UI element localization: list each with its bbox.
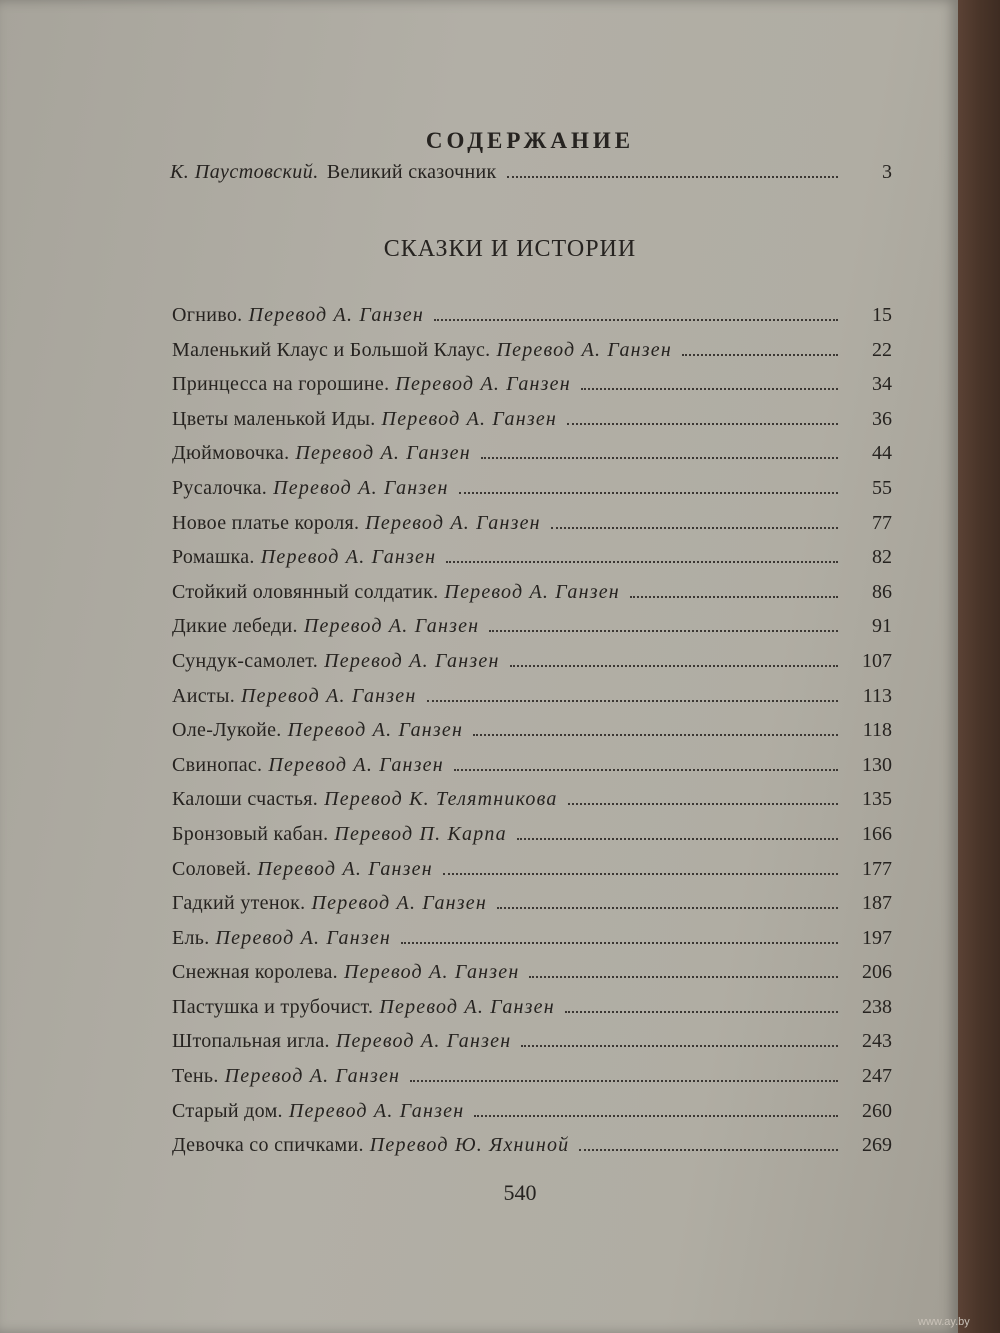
entry-translator: Перевод А. Ганзен (224, 1065, 401, 1088)
toc-entry (172, 336, 892, 371)
leader-dots (401, 924, 838, 944)
leader-dots (510, 647, 838, 667)
entry-title: Сундук-самолет. (172, 649, 319, 672)
leader-dots (521, 1027, 838, 1047)
intro-page-number: 3 (882, 161, 892, 183)
intro-author: К. Паустовский. (170, 161, 319, 183)
leader-dots (517, 820, 838, 840)
leader-dots (568, 785, 838, 805)
entry-title: Старый дом. (172, 1099, 283, 1122)
contents-heading: СОДЕРЖАНИЕ (425, 128, 635, 153)
entry-page-number: 22 (872, 338, 892, 361)
toc-entry (172, 301, 892, 336)
entry-title: Цветы маленькой Иды. (172, 407, 376, 430)
entry-translator: Перевод А. Ганзен (287, 719, 464, 742)
entry-title: Огниво. (172, 304, 243, 326)
toc-entry (172, 543, 892, 578)
toc-entry (172, 751, 892, 786)
leader-dots (459, 474, 838, 494)
toc-entry (172, 578, 892, 613)
leader-dots (682, 336, 838, 356)
leader-dots (507, 158, 838, 178)
leader-dots (410, 1062, 838, 1082)
entry-page-number: 55 (872, 476, 892, 499)
entry-translator: Перевод А. Ганзен (268, 753, 444, 776)
toc-entry (172, 509, 892, 544)
toc-entry (172, 855, 892, 890)
entry-title: Штопальная игла. (172, 1030, 330, 1053)
toc-entry (172, 958, 892, 993)
intro-title: Великий сказочник (326, 161, 497, 183)
leader-dots (581, 370, 838, 390)
entry-page-number: 247 (862, 1065, 892, 1088)
entry-translator: Перевод А. Ганзен (365, 511, 541, 534)
toc-entry (172, 924, 892, 959)
entry-title: Калоши счастья. (172, 788, 319, 811)
entry-page-number: 34 (872, 373, 892, 396)
entry-translator: Перевод А. Ганзен (248, 304, 424, 326)
entry-page-number: 44 (872, 442, 892, 465)
leader-dots (630, 578, 838, 598)
toc-entry (172, 889, 892, 924)
entry-page-number: 135 (862, 788, 892, 811)
entry-translator: Перевод А. Ганзен (311, 892, 487, 915)
entry-title: Новое платье короля. (172, 511, 360, 534)
entry-title: Девочка со спичками. (172, 1134, 364, 1157)
leader-dots (529, 958, 838, 978)
entry-page-number: 243 (862, 1030, 892, 1053)
watermark: www.ay.by (918, 1316, 970, 1328)
toc-entry (172, 820, 892, 855)
entry-title: Дюймовочка. (172, 442, 290, 465)
entry-translator: Перевод А. Ганзен (295, 442, 471, 465)
toc-entry (172, 1062, 892, 1097)
entry-page-number: 130 (862, 753, 892, 776)
entry-page-number: 91 (872, 615, 892, 638)
entry-title: Бронзовый кабан. (172, 822, 329, 845)
leader-dots (489, 612, 838, 632)
entry-page-number: 260 (862, 1099, 892, 1122)
entry-page-number: 107 (862, 649, 892, 672)
entry-translator: Перевод А. Ганзен (215, 926, 392, 949)
leader-dots (567, 405, 838, 425)
leader-dots (551, 509, 838, 529)
entry-page-number: 86 (872, 580, 892, 603)
entry-page-number: 77 (872, 511, 892, 534)
entry-title: Аисты. (172, 684, 236, 707)
section-title: СКАЗКИ И ИСТОРИИ (383, 236, 637, 262)
toc-entry (172, 647, 892, 682)
book-edge-shadow (958, 0, 1000, 1333)
leader-dots (497, 889, 838, 909)
entry-translator: Перевод А. Ганзен (257, 857, 433, 880)
entry-title: Принцесса на горошине. (172, 373, 390, 396)
entry-translator: Перевод А. Ганзен (395, 373, 571, 396)
leader-dots (446, 543, 838, 563)
entry-translator: Перевод А. Ганзен (343, 961, 520, 984)
entry-page-number: 269 (862, 1134, 892, 1157)
leader-dots (434, 301, 838, 321)
leader-dots (565, 993, 838, 1013)
toc-entry (172, 439, 892, 474)
entry-title: Оле-Лукойе. (172, 719, 282, 742)
entry-title: Стойкий оловянный солдатик. (172, 580, 439, 603)
entry-page-number: 82 (872, 546, 892, 569)
leader-dots (443, 855, 838, 875)
leader-dots (427, 682, 838, 702)
entry-translator: Перевод А. Ганзен (381, 407, 558, 430)
entry-title: Маленький Клаус и Большой Клаус. (172, 338, 491, 361)
intro-entry (170, 158, 892, 192)
entry-translator: Перевод Ю. Яхниной (369, 1134, 570, 1157)
entry-title: Пастушка и трубочист. (172, 995, 374, 1018)
toc-entry (172, 1027, 892, 1062)
toc-entry (172, 405, 892, 440)
entry-title: Свинопас. (172, 753, 263, 776)
toc-entry (172, 370, 892, 405)
entry-translator: Перевод А. Ганзен (288, 1099, 465, 1122)
toc-entry (172, 612, 892, 647)
entry-translator: Перевод А. Ганзен (241, 684, 417, 707)
entry-page-number: 113 (862, 684, 892, 707)
entry-title: Гадкий утенок. (172, 892, 306, 915)
leader-dots (579, 1131, 838, 1151)
entry-page-number: 15 (872, 304, 892, 326)
toc-entry (172, 1131, 892, 1166)
entry-translator: Перевод А. Ганзен (335, 1030, 512, 1053)
entry-page-number: 118 (862, 719, 892, 742)
toc-entry (172, 1097, 892, 1132)
entry-translator: Перевод А. Ганзен (260, 546, 437, 569)
entry-title: Снежная королева. (172, 961, 338, 984)
page-number: 540 (503, 1180, 537, 1205)
entry-title: Ромашка. (172, 546, 255, 569)
toc-entry (172, 682, 892, 717)
entry-page-number: 197 (862, 926, 892, 949)
entry-page-number: 187 (862, 892, 892, 915)
entry-translator: Перевод А. Ганзен (324, 649, 500, 672)
entry-translator: Перевод А. Ганзен (496, 338, 672, 361)
entry-page-number: 177 (862, 857, 892, 880)
leader-dots (474, 1097, 838, 1117)
toc-entry (172, 474, 892, 509)
entry-title: Дикие лебеди. (172, 615, 298, 638)
entry-page-number: 238 (862, 995, 892, 1018)
leader-dots (454, 751, 838, 771)
toc-entry (172, 993, 892, 1028)
entry-translator: Перевод А. Ганзен (273, 476, 449, 499)
entry-translator: Перевод П. Карпа (334, 822, 507, 845)
entry-title: Тень. (172, 1065, 219, 1088)
entry-title: Соловей. (172, 857, 252, 880)
toc-list (172, 301, 892, 1166)
entry-translator: Перевод К. Телятникова (324, 788, 558, 811)
entry-translator: Перевод А. Ганзен (303, 615, 480, 638)
entry-page-number: 206 (862, 961, 892, 984)
entry-title: Ель. (172, 926, 210, 949)
entry-translator: Перевод А. Ганзен (379, 995, 555, 1018)
entry-title: Русалочка. (172, 476, 268, 499)
toc-entry (172, 716, 892, 751)
toc-entry (172, 785, 892, 820)
entry-translator: Перевод А. Ганзен (444, 580, 620, 603)
entry-page-number: 36 (872, 407, 892, 430)
leader-dots (481, 439, 838, 459)
leader-dots (473, 716, 838, 736)
entry-page-number: 166 (862, 822, 892, 845)
